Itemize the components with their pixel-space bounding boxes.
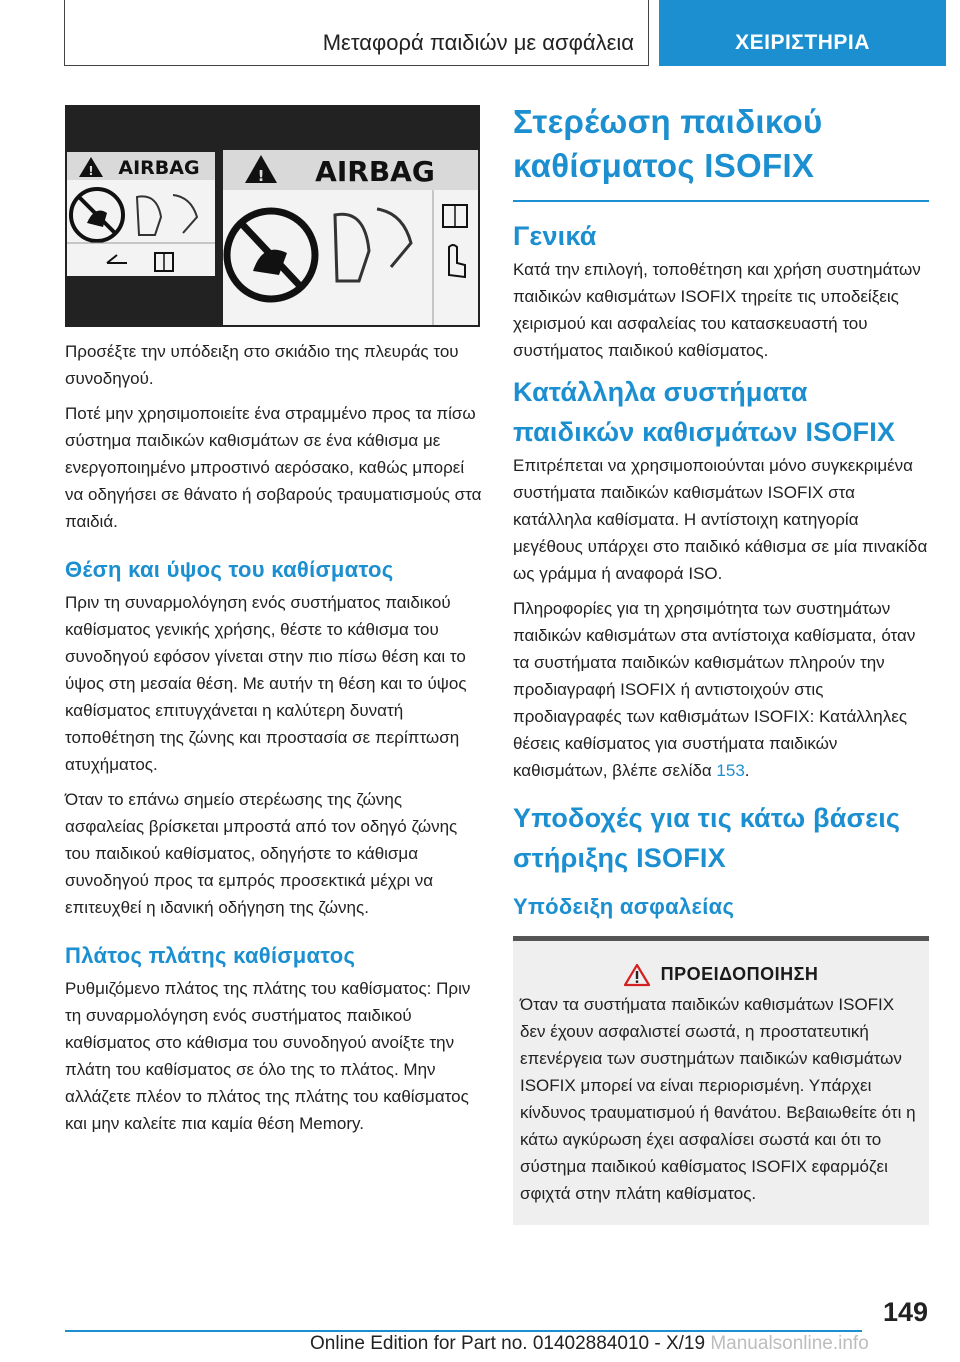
large-airbag-label: AIRBAG (315, 155, 435, 188)
warning-title: ΠΡΟΕΙΔΟΠΟΙΗΣΗ (660, 964, 819, 984)
watermark-text: Manualsonline.info (710, 1333, 869, 1354)
header-section-title: Μεταφορά παιδιών με ασφάλεια (64, 0, 649, 66)
suitable-seats-end: . (744, 760, 750, 780)
heading-backrest-width: Πλάτος πλάτης καθίσματος (65, 943, 356, 968)
page-number: 149 (882, 1297, 928, 1327)
heading-lower-mounts: Υποδοχές για τις κάτω βάσεις στήριξης ISOFIX (513, 802, 901, 873)
warning-box (513, 936, 929, 1225)
edition-text: Online Edition for Part no. 01402884010 - X/19 (310, 1333, 706, 1354)
warning-triangle-icon (623, 963, 651, 987)
heading-general: Γενικά (513, 220, 597, 251)
general-text: Κατά την επιλογή, τοποθέτηση και χρήση συστημάτων παιδικών καθισμάτων ISOFIX τηρείτε τις υποδείξεις χειρισμού και ασφαλείας του κατασκευαστή του συστήματος παιδικού καθίσματος. (513, 259, 921, 360)
photo-caption: Προσέξτε την υπόδειξη στο σκιάδιο της πλευράς του συνοδηγού. (65, 342, 459, 388)
rear-facing-warning-text: Ποτέ μην χρησιμοποιείτε ένα στραμμένο προς τα πίσω σύστημα παιδικών καθισμάτων σε ένα κάθισμα με ενεργοποιημένο μπροστινό αερόσακο, καθώς μπορεί να οδηγήσει σε θάνατο ή σοβαρούς τραυματισμούς στα παιδιά. (65, 404, 482, 531)
warning-header (520, 963, 921, 987)
right-column (513, 100, 929, 1225)
left-column (65, 338, 483, 1145)
airbag-warning-photo (65, 105, 480, 327)
heading-seat-position: Θέση και ύψος του καθίσματος (65, 557, 394, 582)
svg-text:!: ! (257, 167, 265, 185)
page-title: Στερέωση παιδικού καθίσματος ISOFIX (513, 103, 823, 184)
backrest-width-text: Ρυθμιζόμενο πλάτος της πλάτης του καθίσματος: Πριν τη συναρμολόγηση ενός συστήματος παιδικού καθίσματος στο κάθισμα του συνοδηγού ανοίξτε την πλάτη του καθίσματος σε όλο της το πλάτος. Μην αλλάζετε πλέον το πλάτος της πλάτης του καθίσματος και μην καλείτε πια καμία θέση Memory. (65, 979, 471, 1133)
suitable-seats-info (513, 595, 929, 784)
seat-position-text: Πριν τη συναρμολόγηση ενός συστήματος παιδικού καθίσματος γενικής χρήσης, θέστε το κάθισμα του συνοδηγού εφόσον γίνεται στην πιο πίσω θέση και το ύψος στη μεσαία θέση. Με αυτήν τη θέση και το ύψος καθίσματος επιτυγχάνεται η καλύτερη δυνατή τοποθέτηση της ζώνης και προστασία σε περίπτωση ατυχήματος. (65, 593, 467, 774)
header-chapter-tab[interactable]: ΧΕΙΡΙΣΤΗΡΙΑ (659, 0, 946, 66)
footer-edition (310, 1333, 869, 1355)
suitable-seats-text: Πληροφορίες για τη χρησιμότητα των συστημάτων παιδικών καθισμάτων στα αντίστοιχα καθίσματα, όταν τα συστήματα παιδικών καθισμάτων πληρούν την προδιαγραφή ISOFIX ή αντιστοιχούν στις προδιαγραφές των καθισμάτων ISOFIX: Κατάλληλες θέσεις καθίσματος για συστήματα παιδικών καθισμάτων, βλέπε σελίδα (513, 598, 916, 780)
warning-text: Όταν τα συστήματα παιδικών καθισμάτων ISOFIX δεν έχουν ασφαλιστεί σωστά, η προστατευτική επενέργεια των συστημάτων παιδικών καθισμάτων ISOFIX μπορεί να είναι περιορισμένη. Υπάρχει κίνδυνος τραυματισμού ή θανάτου. Βεβαιωθείτε ότι η κάτω αγκύρωση έχει ασφαλίσει σωστά και ότι το σύστημα παιδικού καθίσματος ISOFIX εφαρμόζει σφιχτά στην πλάτη καθίσματος. (520, 994, 916, 1203)
suitable-systems-text: Επιτρέπεται να χρησιμοποιούνται μόνο συγκεκριμένα συστήματα παιδικών καθισμάτων ISOFIX στα κατάλληλα καθίσματα. Η αντίστοιχη κατηγορία μεγέθους υπάρχει στο παιδικό κάθισμα σε μία πινακίδα ως γράμμα ή αναφορά ISO. (513, 455, 928, 583)
footer-divider (65, 1330, 862, 1332)
title-divider (513, 200, 929, 202)
belt-guide-text: Όταν το επάνω σημείο στερέωσης της ζώνης ασφαλείας βρίσκεται μπροστά από τον οδηγό ζώνης του παιδικού καθίσματος, οδηγήστε το κάθισμα συνοδηγού προς τα εμπρός προσεκτικά μέχρι να επιτευχθεί η ιδανική οδήγηση της ζώνης. (65, 790, 458, 917)
page-reference-link[interactable]: 153 (716, 760, 745, 780)
svg-text:!: ! (88, 164, 94, 178)
small-airbag-label: AIRBAG (118, 157, 200, 179)
heading-suitable-systems: Κατάλληλα συστήματα παιδικών καθισμάτων ISOFIX (513, 376, 896, 447)
heading-safety-note: Υπόδειξη ασφαλείας (513, 893, 735, 919)
